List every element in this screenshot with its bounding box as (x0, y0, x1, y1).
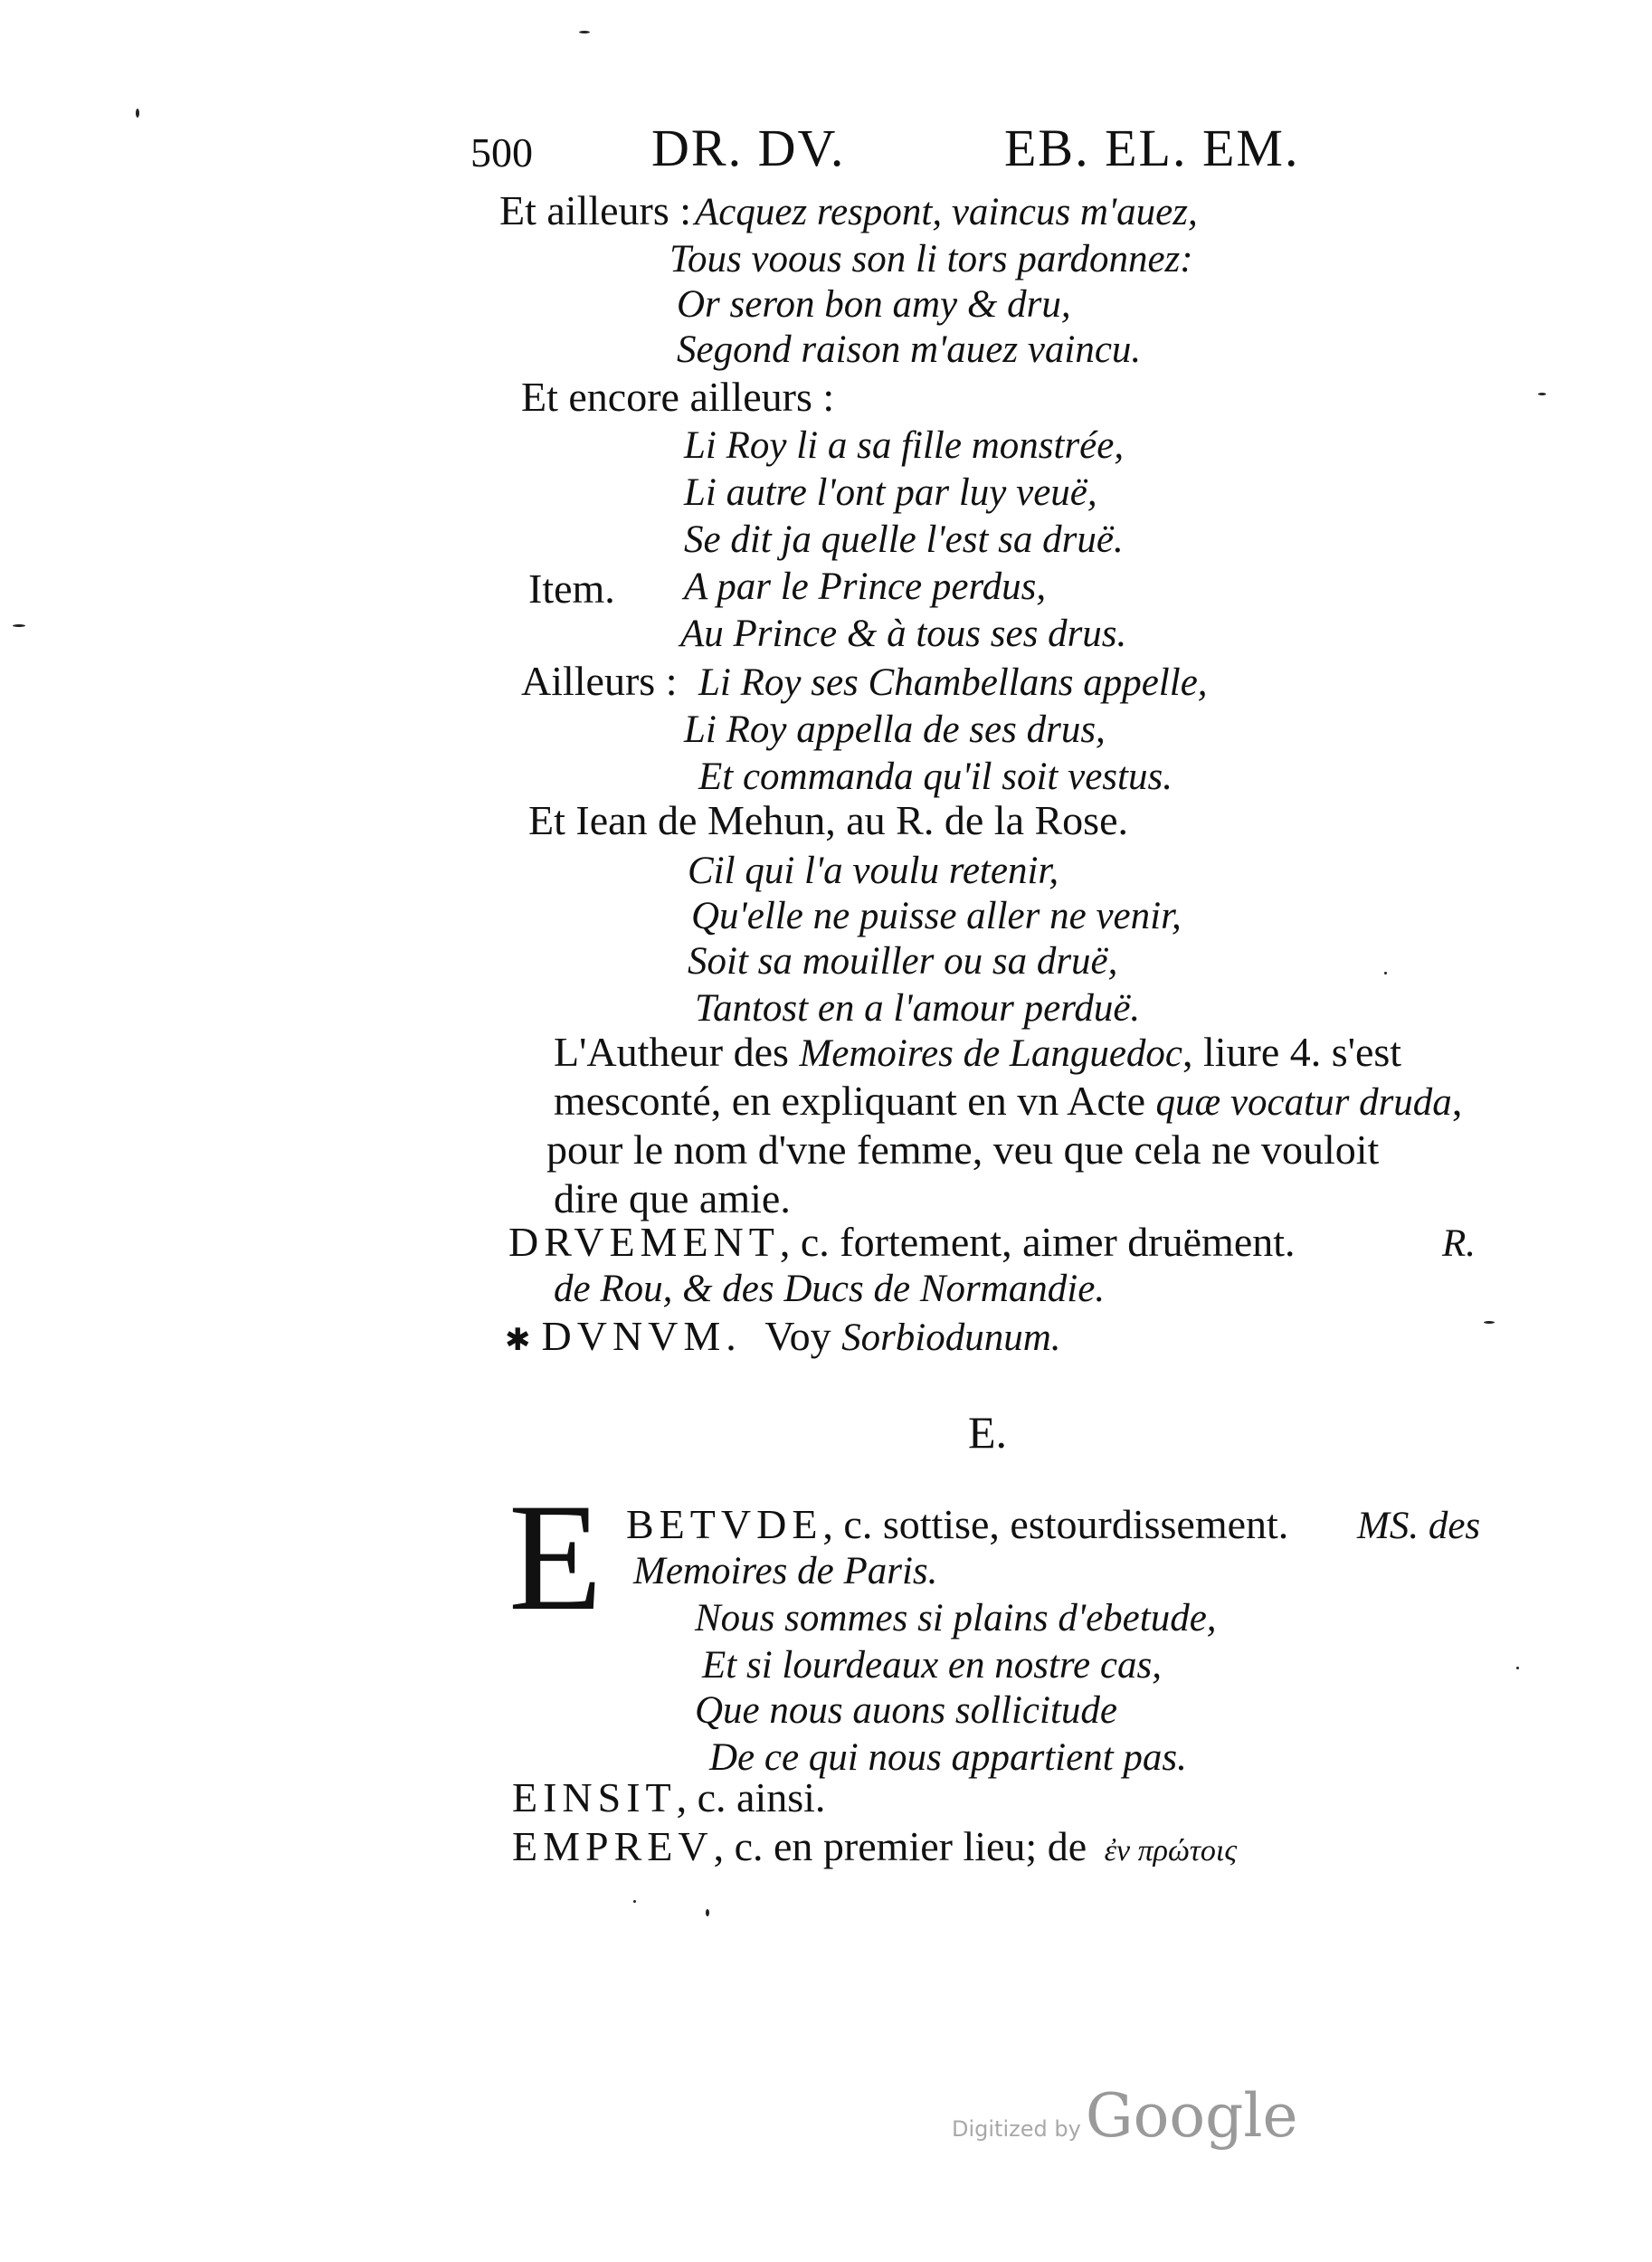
verse-line: Se dit ja quelle l'est sa druë. (684, 518, 1124, 561)
einsit-entry (512, 1773, 825, 1821)
emprev-entry (512, 1822, 1237, 1870)
watermark-prefix: Digitized by (952, 2116, 1081, 2142)
drop-cap: E (508, 1472, 603, 1642)
greek-text: ἐν πρώτοις (1104, 1834, 1238, 1868)
entry-text: , c. en premier lieu; de (713, 1823, 1087, 1869)
scan-speck (633, 1900, 636, 1903)
verse-line: De ce qui nous appartient pas. (709, 1736, 1187, 1779)
verse-line: Cil qui l'a voulu retenir, (688, 850, 1059, 892)
verse-line: Nous sommes si plains d'ebetude, (695, 1597, 1217, 1639)
entry-text: , c. ainsi. (676, 1774, 826, 1820)
note-line (554, 1077, 1462, 1125)
asterisk-icon: ✱ (505, 1324, 531, 1357)
entry-text: , c. sottise, estourdissement. (822, 1501, 1289, 1547)
entry-source: MS. des (1357, 1505, 1481, 1547)
entry-headword: DRVEMENT (508, 1219, 780, 1265)
scan-speck (1384, 972, 1387, 974)
digitized-watermark (952, 2081, 1298, 2151)
entry-ref: Sorbiodunum. (841, 1316, 1061, 1359)
verse-line: Que nous auons sollicitude (695, 1689, 1117, 1732)
verse-line: Au Prince & à tous ses drus. (680, 613, 1127, 655)
header-left: DR. DV. (651, 119, 846, 177)
note-quote: quæ vocatur druda (1155, 1081, 1452, 1124)
lead-label: Ailleurs : (521, 658, 678, 704)
entry-source: Memoires de Paris. (633, 1550, 938, 1592)
note-text: mesconté, en expliquant en vn Acte (554, 1078, 1156, 1124)
scan-speck (13, 624, 25, 627)
entry-headword: BETVDE (626, 1501, 823, 1547)
lead-label: Et ailleurs : (499, 187, 692, 233)
section-letter: E. (968, 1407, 1008, 1458)
google-logo: Google (1085, 2081, 1298, 2151)
note-line: dire que amie. (554, 1175, 791, 1221)
entry-text: , c. fortement, aimer druëment. (779, 1219, 1296, 1265)
entry-line (508, 1218, 1296, 1266)
verse-line: Tantost en a l'amour perduë. (695, 987, 1141, 1030)
lead-label: Et encore ailleurs : (521, 374, 835, 420)
entry-source: R. (1442, 1222, 1476, 1265)
verse-line: Soit sa mouiller ou sa druë, (688, 940, 1118, 983)
entry-headword: EMPREV (512, 1823, 714, 1869)
verse-line: Li Roy ses Chambellans appelle, (698, 661, 1208, 704)
note-text: , liure 4. s'est (1182, 1029, 1402, 1075)
verse-line: Acquez respont, vaincus m'auez, (695, 191, 1198, 233)
scan-speck (579, 31, 590, 33)
note-line (554, 1028, 1401, 1076)
entry-headword: DVNVM. (541, 1313, 742, 1359)
entry-headword: EINSIT (512, 1774, 677, 1820)
note-text: , (1451, 1078, 1463, 1124)
entry-line (626, 1500, 1288, 1548)
verse-line: Li Roy li a sa fille monstrée, (684, 424, 1125, 467)
header-right: EB. EL. EM. (1004, 119, 1300, 177)
lead-label: Item. (528, 566, 615, 612)
verse-line: Tous voous son li tors pardonnez: (669, 238, 1193, 280)
verse-line: Segond raison m'auez vaincu. (677, 328, 1142, 371)
verse-line: Or seron bon amy & dru, (677, 283, 1071, 326)
verse-line: Li autre l'ont par luy veuë, (684, 471, 1097, 514)
lead-label: Et Iean de Mehun, au R. de la Rose. (528, 797, 1128, 843)
running-header (470, 116, 1339, 184)
note-line: pour le nom d'vne femme, veu que cela ne vouloit (546, 1126, 1380, 1173)
page-number: 500 (470, 129, 533, 176)
dunum-entry (505, 1312, 1061, 1360)
verse-line: Qu'elle ne puisse aller ne venir, (691, 895, 1182, 937)
scan-speck (1538, 393, 1546, 395)
scan-speck (1516, 1667, 1519, 1669)
entry-source: de Rou, & des Ducs de Normandie. (554, 1268, 1106, 1310)
note-text: L'Autheur des (554, 1029, 800, 1075)
scan-speck (1484, 1321, 1495, 1324)
note-title: Memoires de Languedoc (799, 1032, 1182, 1075)
verse-line: A par le Prince perdus, (684, 566, 1047, 608)
verse-line: Et si lourdeaux en nostre cas, (702, 1644, 1162, 1687)
verse-line: Li Roy appella de ses drus, (684, 708, 1106, 751)
scan-speck (136, 109, 139, 118)
scan-speck (706, 1909, 709, 1916)
entry-text: Voy (764, 1313, 831, 1359)
verse-line: Et commanda qu'il soit vestus. (698, 756, 1173, 798)
